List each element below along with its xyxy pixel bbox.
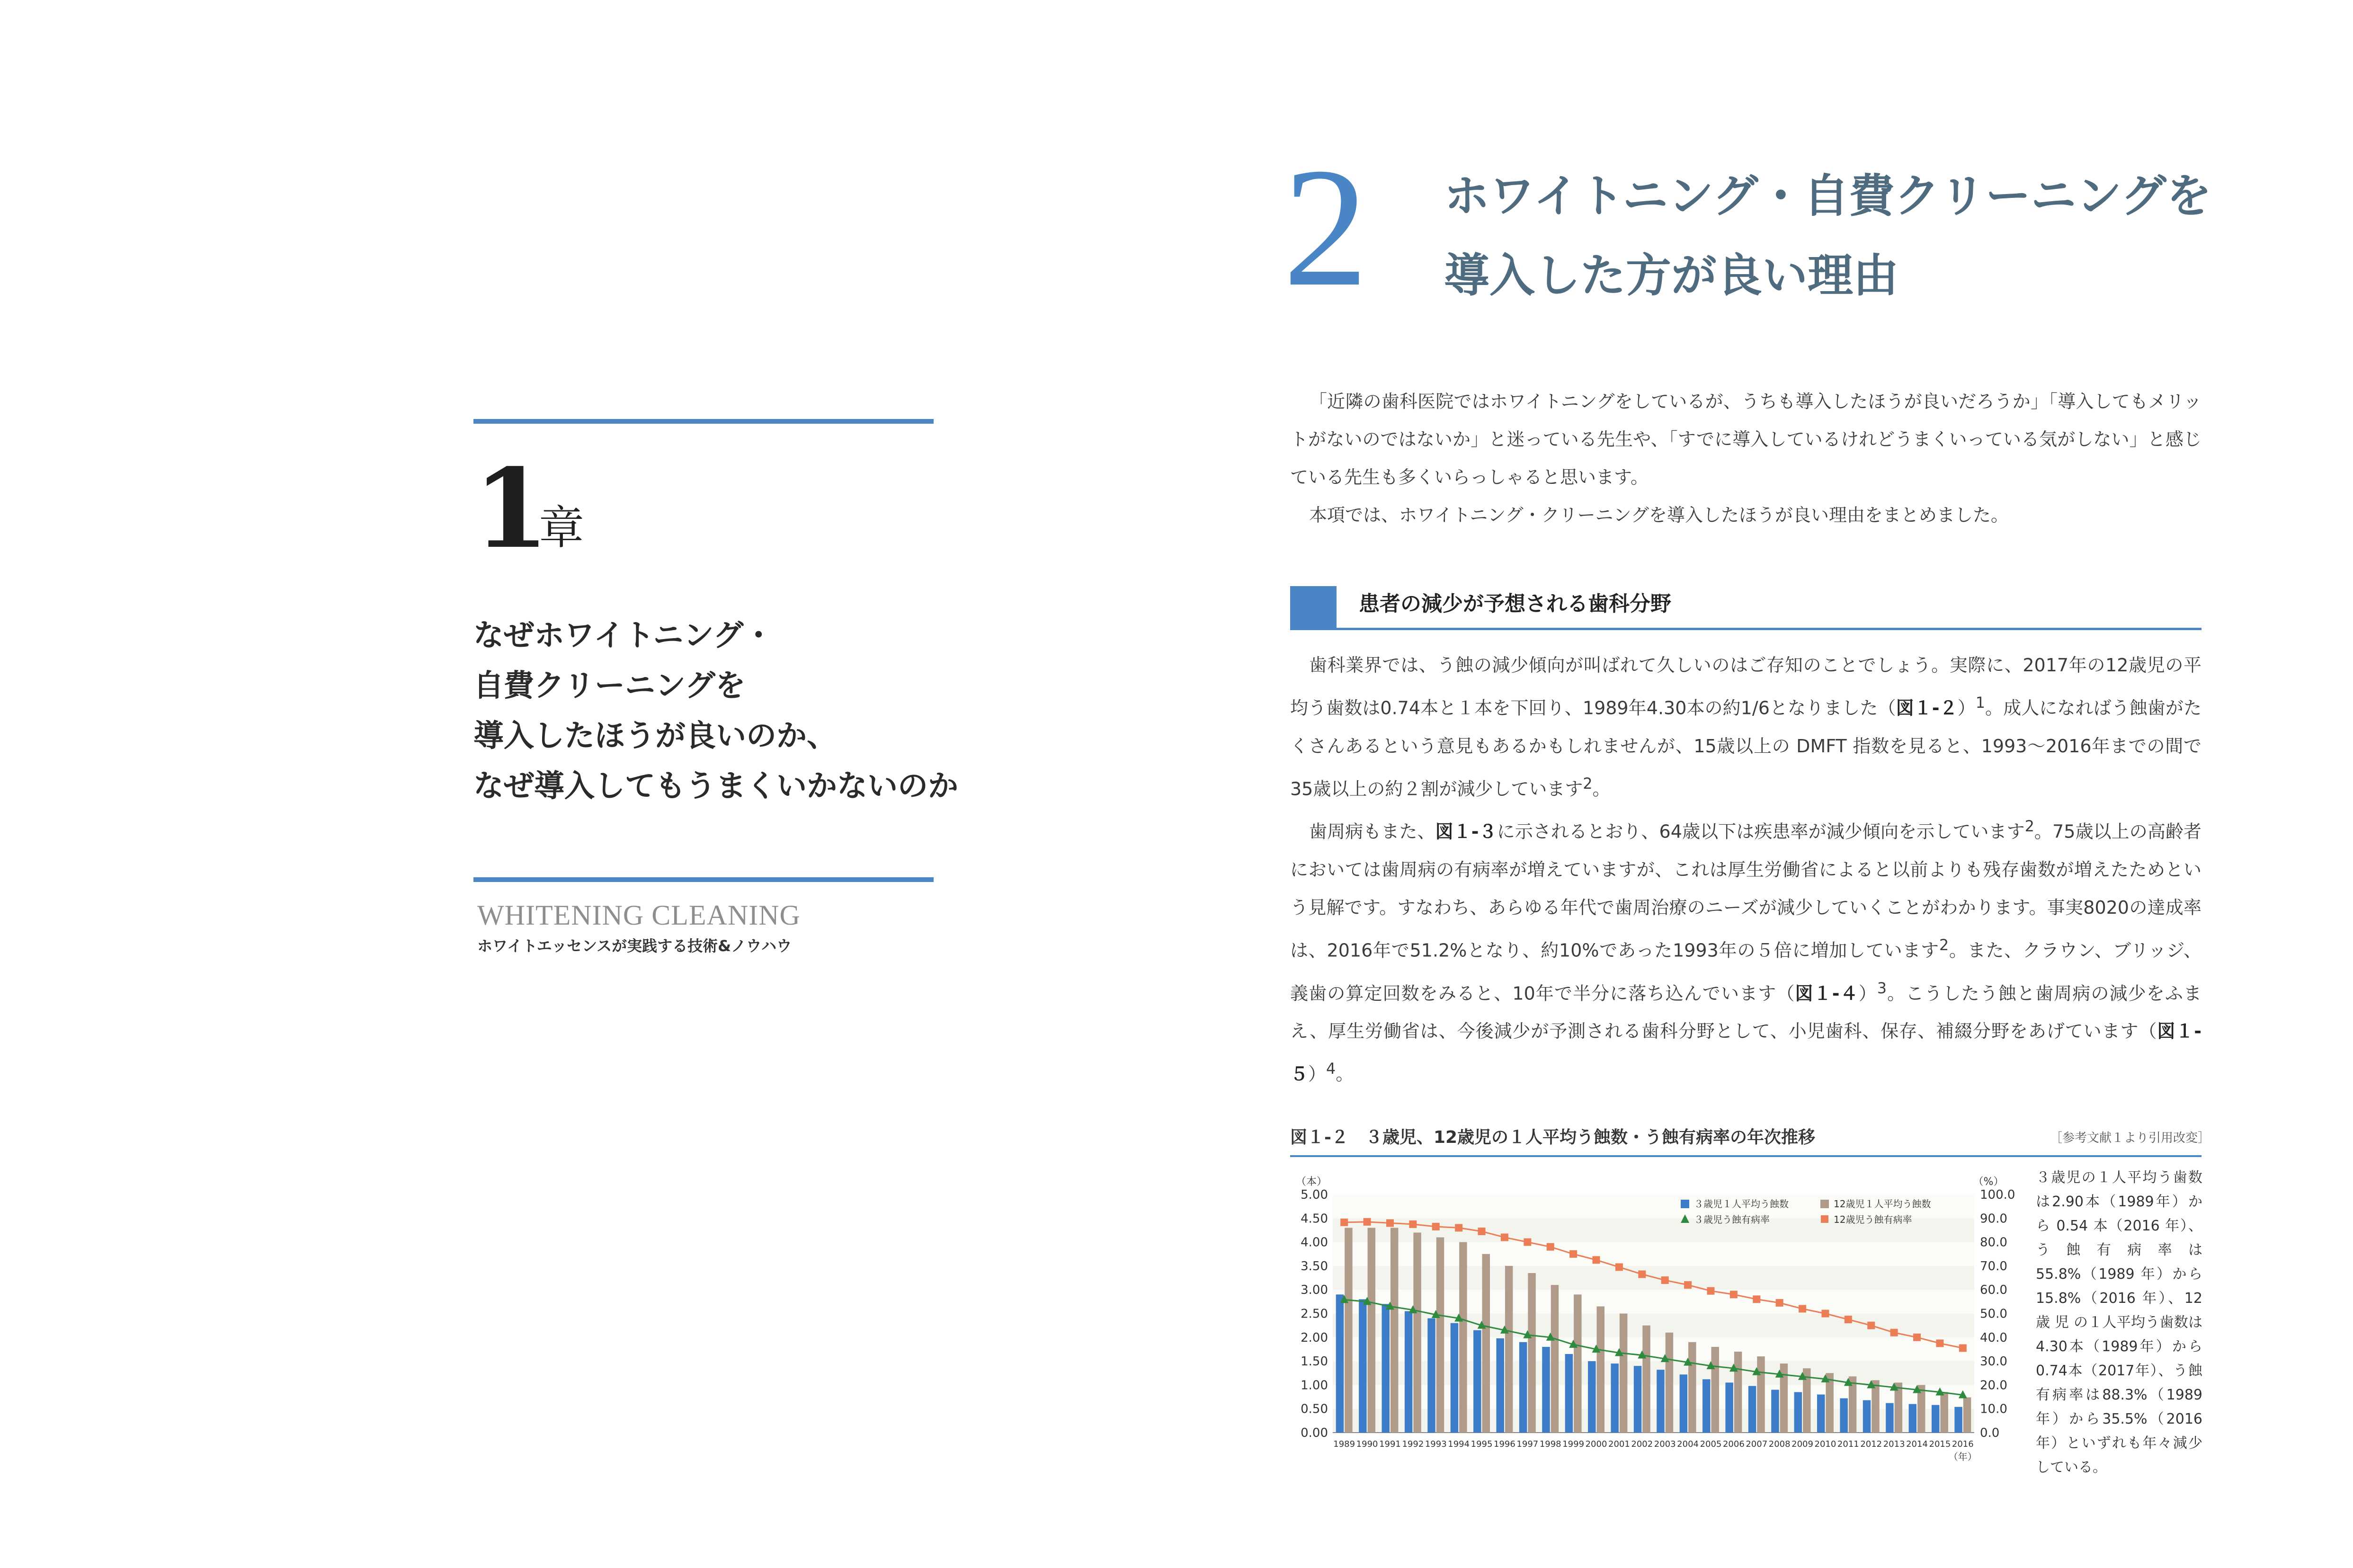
x-tick-label: 2007: [1746, 1439, 1768, 1449]
citation: 4: [1326, 1060, 1336, 1078]
bar-3yo: [1886, 1403, 1893, 1433]
y-right-tick-label: 40.0: [1980, 1330, 2007, 1345]
y-left-unit: （本）: [1295, 1176, 1328, 1188]
x-tick-label: 2010: [1814, 1439, 1836, 1449]
legend-swatch: [1821, 1215, 1828, 1223]
figure-source: ［参考文献１より引用改変］: [2050, 1131, 2210, 1145]
bar-12yo: [1505, 1266, 1513, 1433]
body-paragraph: [1290, 646, 2201, 808]
bar-3yo: [1725, 1382, 1733, 1433]
point-12yo-prevalence: [1730, 1291, 1738, 1298]
point-12yo-prevalence: [1845, 1316, 1852, 1323]
bar-3yo: [1771, 1390, 1779, 1433]
bar-3yo: [1519, 1342, 1527, 1433]
y-left-tick-label: 2.00: [1301, 1330, 1328, 1345]
point-12yo-prevalence: [1409, 1221, 1417, 1228]
citation: 2: [1939, 936, 1949, 954]
point-12yo-prevalence: [1707, 1287, 1714, 1295]
point-12yo-prevalence: [1432, 1223, 1440, 1230]
subsection-heading: 患者の減少が予想される歯科分野: [1359, 592, 1671, 616]
text-run: 。成人になればう蝕歯がたくさんあるという意見もあるかもしれませんが、15歳以上の DMFT 指数を見ると、1993〜2016年までの間で35歳以上の約２割が減少しています: [1290, 697, 2201, 800]
x-tick-label: 1995: [1471, 1439, 1493, 1449]
caries-trend-chart: [1283, 1159, 2036, 1476]
y-right-unit: （%）: [1973, 1176, 2004, 1188]
x-tick-label: 2002: [1631, 1439, 1653, 1449]
text-run: ）: [1858, 983, 1877, 1004]
x-tick-label: 1994: [1448, 1439, 1470, 1449]
y-right-tick-label: 70.0: [1980, 1259, 2007, 1274]
citation: 2: [2024, 818, 2034, 836]
point-12yo-prevalence: [1524, 1238, 1531, 1246]
bar-3yo: [1909, 1404, 1916, 1433]
x-tick-label: 2016: [1952, 1439, 1974, 1449]
bar-12yo: [1482, 1254, 1490, 1433]
point-12yo-prevalence: [1547, 1243, 1554, 1251]
x-tick-label: 2003: [1654, 1439, 1676, 1449]
citation: 2: [1583, 775, 1593, 793]
bar-12yo: [1390, 1228, 1398, 1433]
x-tick-label: 2013: [1883, 1439, 1905, 1449]
x-tick-label: 2014: [1906, 1439, 1928, 1449]
text-run: ）: [1308, 1063, 1327, 1085]
point-12yo-prevalence: [1821, 1310, 1829, 1318]
point-12yo-prevalence: [1340, 1219, 1348, 1226]
bar-3yo: [1359, 1299, 1366, 1433]
point-12yo-prevalence: [1799, 1305, 1806, 1312]
point-12yo-prevalence: [1593, 1256, 1600, 1264]
y-right-tick-label: 90.0: [1980, 1212, 2007, 1226]
text-run: 。75歳以上の高齢者においては歯周病の有病率が増えていますが、これは厚生労働省によると以前よりも残存歯数が増えたためという見解です。すなわち、あらゆる年代で歯周治療のニーズが減少していくことがわかります。事実8020の達成率は、2016年で51.2%となり、約10%であった1993年の５倍に増加しています: [1290, 821, 2201, 961]
figure-reference: 図１-３: [1435, 821, 1497, 842]
x-tick-label: 2012: [1860, 1439, 1882, 1449]
figure-caption: 図１-２ ３歳児、12歳児の１人平均う蝕数・う蝕有病率の年次推移: [1290, 1128, 1816, 1147]
point-12yo-prevalence: [1776, 1299, 1783, 1307]
legend-label: ３歳児１人平均う蝕数: [1694, 1198, 1789, 1210]
legend-swatch: [1820, 1200, 1829, 1208]
text-run: 。: [1592, 778, 1611, 800]
bar-3yo: [1336, 1294, 1344, 1433]
bar-3yo: [1611, 1363, 1618, 1433]
chapter-title-line: なぜ導入してもうまくいかないのか: [473, 768, 958, 804]
x-tick-label: 1991: [1379, 1439, 1401, 1449]
chart-band: [1333, 1242, 1974, 1266]
x-tick-label: 1992: [1402, 1439, 1424, 1449]
x-tick-label: 2004: [1677, 1439, 1699, 1449]
bar-12yo: [1666, 1333, 1673, 1433]
section-number: 2: [1283, 133, 1368, 321]
point-12yo-prevalence: [1959, 1344, 1967, 1352]
point-12yo-prevalence: [1569, 1250, 1577, 1258]
bar-3yo: [1382, 1304, 1390, 1433]
bar-12yo: [1574, 1294, 1581, 1433]
chapter-top-rule: [473, 419, 934, 424]
legend-label: ３歳児う蝕有病率: [1694, 1214, 1770, 1225]
y-left-tick-label: 1.50: [1301, 1354, 1328, 1369]
figure-reference: 図１-４: [1795, 983, 1859, 1004]
point-12yo-prevalence: [1364, 1218, 1371, 1226]
y-right-tick-label: 10.0: [1980, 1402, 2007, 1417]
x-tick-label: 1989: [1333, 1439, 1355, 1449]
point-12yo-prevalence: [1753, 1295, 1760, 1303]
point-12yo-prevalence: [1638, 1271, 1646, 1278]
bar-12yo: [1963, 1398, 1971, 1433]
text-run: 。こうしたう蝕と歯周病の減少をふまえ、厚生労働省は、今後減少が予測される歯科分野として、小児歯科、保存、補綴分野をあげています（: [1290, 983, 2201, 1042]
text-run: に示されるとおり、64歳以下は疾患率が減少傾向を示しています: [1497, 821, 2025, 842]
point-12yo-prevalence: [1386, 1219, 1394, 1227]
point-12yo-prevalence: [1478, 1228, 1486, 1235]
x-tick-label: 2008: [1768, 1439, 1791, 1449]
bar-12yo: [1757, 1356, 1765, 1433]
chapter-number: 1: [473, 445, 550, 573]
y-right-tick-label: 50.0: [1980, 1307, 2007, 1321]
section-title-line: ホワイトニング・自費クリーニングを: [1444, 169, 2212, 223]
bar-3yo: [1427, 1319, 1435, 1433]
body-text: [1290, 646, 2201, 1093]
x-tick-label: 1997: [1516, 1439, 1539, 1449]
bar-12yo: [1940, 1392, 1948, 1433]
bar-3yo: [1473, 1330, 1481, 1433]
y-left-tick-label: 5.00: [1301, 1188, 1328, 1202]
chapter-title-line: 自費クリーニングを: [473, 668, 746, 704]
chapter-title-line: なぜホワイトニング・: [473, 618, 774, 653]
section-title: [1444, 156, 2225, 315]
text-run: 歯周病もまた、: [1309, 821, 1435, 842]
figure-rule: [1290, 1155, 2201, 1157]
text-run: 。: [1336, 1063, 1354, 1085]
intro-text: [1290, 383, 2201, 534]
point-12yo-prevalence: [1455, 1224, 1462, 1231]
bar-3yo: [1702, 1379, 1710, 1433]
text-run: 歯科業界では、う蝕の減少傾向が叫ばれて久しいのはご存知のことでしょう。実際に、2017年の12歳児の平均う歯数は0.74本と１本を下回り、1989年4.30本の約1/6となりました（: [1290, 655, 2201, 719]
text-run: ）: [1957, 697, 1976, 719]
bar-12yo: [1620, 1314, 1627, 1433]
y-right-tick-label: 0.0: [1980, 1426, 2000, 1440]
bar-3yo: [1542, 1347, 1550, 1433]
x-tick-label: 2006: [1722, 1439, 1745, 1449]
x-tick-label: 2009: [1791, 1439, 1813, 1449]
x-tick-label: 2005: [1700, 1439, 1722, 1449]
chapter-suffix: 章: [539, 501, 584, 554]
y-right-tick-label: 80.0: [1980, 1235, 2007, 1250]
point-12yo-prevalence: [1867, 1322, 1875, 1329]
bar-3yo: [1588, 1361, 1595, 1433]
chapter-title: [473, 611, 994, 811]
x-tick-label: 1999: [1562, 1439, 1585, 1449]
book-title-en: WHITENING CLEANING: [477, 900, 801, 931]
heading-underline: [1290, 628, 2201, 630]
intro-paragraph: 本項では、ホワイトニング・クリーニングを導入したほうが良い理由をまとめました。: [1309, 505, 2009, 526]
legend-label: 12歳児１人平均う蝕数: [1834, 1198, 1931, 1210]
bar-3yo: [1634, 1366, 1641, 1433]
x-tick-label: 2015: [1929, 1439, 1951, 1449]
bar-3yo: [1932, 1405, 1939, 1433]
bar-12yo: [1436, 1238, 1444, 1433]
x-tick-label: 2001: [1608, 1439, 1630, 1449]
y-right-tick-label: 100.0: [1980, 1188, 2015, 1202]
y-right-tick-label: 60.0: [1980, 1283, 2007, 1298]
y-left-tick-label: 4.00: [1301, 1235, 1328, 1250]
bar-12yo: [1642, 1326, 1650, 1433]
bar-12yo: [1734, 1352, 1742, 1433]
citation: 1: [1975, 695, 1985, 712]
point-12yo-prevalence: [1661, 1276, 1669, 1284]
y-left-tick-label: 1.00: [1301, 1378, 1328, 1393]
x-tick-label: 2000: [1585, 1439, 1607, 1449]
book-subtitle: ホワイトエッセンスが実践する技術&ノウハウ: [477, 937, 792, 955]
bar-12yo: [1711, 1347, 1719, 1433]
bar-3yo: [1496, 1338, 1504, 1433]
body-paragraph: [1290, 808, 2201, 1093]
bar-12yo: [1368, 1228, 1375, 1433]
bar-3yo: [1794, 1392, 1802, 1433]
point-12yo-prevalence: [1936, 1339, 1943, 1347]
x-tick-label: 2011: [1837, 1439, 1859, 1449]
figure-note: ３歳児の１人平均う歯数は2.90本（1989年）から 0.54 本（2016 年）、う 蝕 有 病 率 は 55.8%（1989 年）から 15.8%（2016 年）、12 歳 児 の１人平均う歯数は4.30本（1989年）から0.74本（2017年）、う蝕有病率は88.3%（1989年）から35.5%（2016年）といずれも年々減少している。: [2036, 1169, 2202, 1476]
bar-3yo: [1863, 1400, 1871, 1433]
legend-swatch: [1681, 1200, 1689, 1208]
figure-reference: 図１-２: [1896, 697, 1958, 719]
point-12yo-prevalence: [1501, 1234, 1508, 1241]
x-tick-label: 1998: [1539, 1439, 1561, 1449]
bar-3yo: [1748, 1386, 1756, 1433]
bar-12yo: [1551, 1285, 1559, 1433]
bar-12yo: [1345, 1228, 1352, 1433]
y-right-tick-label: 30.0: [1980, 1354, 2007, 1369]
bar-3yo: [1954, 1407, 1962, 1433]
y-left-tick-label: 3.00: [1301, 1283, 1328, 1298]
point-12yo-prevalence: [1890, 1329, 1898, 1336]
bar-12yo: [1459, 1242, 1467, 1433]
bar-3yo: [1817, 1395, 1825, 1433]
bar-3yo: [1657, 1370, 1664, 1433]
y-left-tick-label: 0.50: [1301, 1402, 1328, 1417]
point-12yo-prevalence: [1913, 1334, 1921, 1341]
bar-3yo: [1451, 1323, 1458, 1433]
legend-label: 12歳児う蝕有病率: [1834, 1214, 1912, 1225]
x-tick-label: 1990: [1356, 1439, 1378, 1449]
y-left-tick-label: 2.50: [1301, 1307, 1328, 1321]
y-left-tick-label: 0.00: [1301, 1426, 1328, 1440]
chapter-bottom-rule: [473, 877, 934, 882]
text-run: 。また、クラウン、ブリッジ、義歯の算定回数をみると、10年で半分に落ち込んでいます（: [1290, 940, 2201, 1004]
chart-band: [1333, 1290, 1974, 1313]
x-tick-label: 1996: [1494, 1439, 1515, 1449]
bar-12yo: [1597, 1306, 1604, 1433]
bar-3yo: [1405, 1311, 1412, 1433]
bar-3yo: [1840, 1399, 1847, 1433]
bar-3yo: [1565, 1354, 1573, 1433]
point-12yo-prevalence: [1615, 1263, 1623, 1271]
citation: 3: [1877, 980, 1887, 997]
heading-marker: [1290, 586, 1337, 630]
x-tick-label: 1993: [1425, 1439, 1447, 1449]
point-12yo-prevalence: [1684, 1281, 1692, 1289]
bar-3yo: [1680, 1374, 1687, 1433]
y-right-tick-label: 20.0: [1980, 1378, 2007, 1393]
x-unit: （年）: [1948, 1451, 1977, 1462]
figure-reference: 図１-５: [1290, 1021, 2201, 1085]
bar-12yo: [1413, 1232, 1421, 1433]
y-left-tick-label: 4.50: [1301, 1212, 1328, 1226]
section-title-line: 導入した方が良い理由: [1444, 249, 1898, 302]
chapter-title-line: 導入したほうが良いのか、: [473, 718, 837, 754]
bar-12yo: [1528, 1273, 1535, 1433]
intro-paragraph: 「近隣の歯科医院ではホワイトニングをしているが、うちも導入したほうが良いだろうか」「導入してもメリットがないのではないか」と迷っている先生や、「すでに導入しているけれどうまくいっている気がしない」と感じている先生も多くいらっしゃると思います。: [1290, 391, 2201, 488]
y-left-tick-label: 3.50: [1301, 1259, 1328, 1274]
bar-12yo: [1688, 1342, 1696, 1433]
